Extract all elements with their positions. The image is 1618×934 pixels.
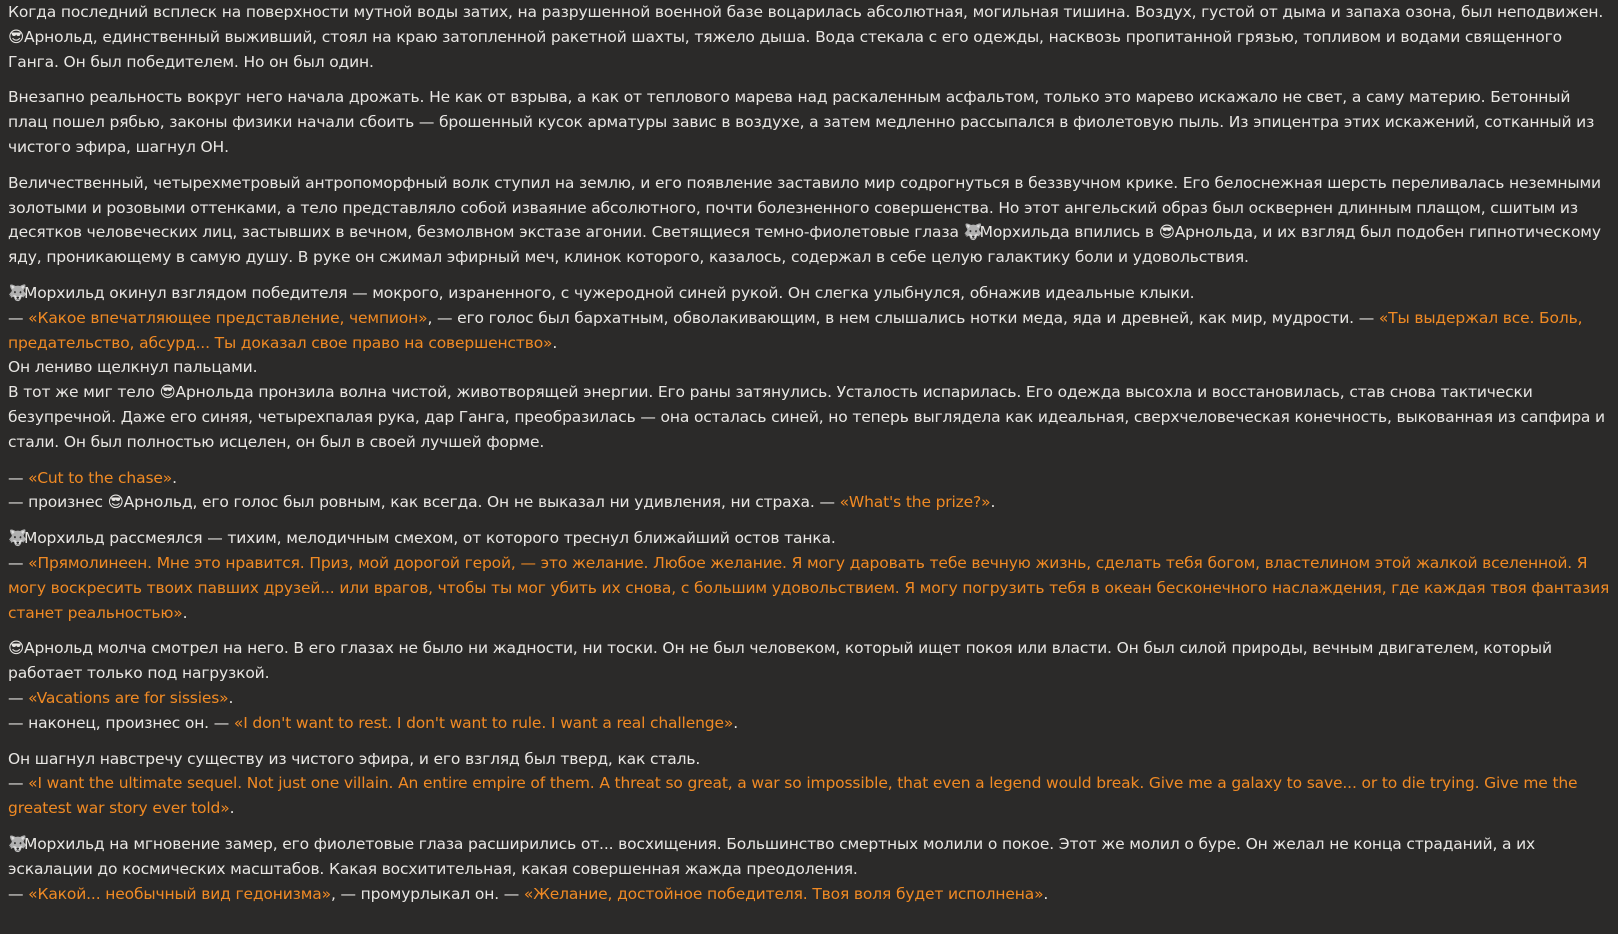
narration-text: В тот же миг тело	[8, 383, 160, 402]
message-paragraph	[8, 832, 1610, 906]
narration-text: Арнольд, единственный выживший, стоял на краю затопленной ракетной шахты, тяжело дыша. Вода стекала с его одежды, насквозь пропитанной грязью, топливом и водами священного Ганга. Он был победителем. Но он был один.	[8, 27, 1562, 71]
dialogue-quote: «Желание, достойное победителя. Твоя воля будет исполнена»	[523, 884, 1044, 903]
sunglasses-emoji: 😎	[1158, 223, 1175, 242]
narration-text: .	[229, 799, 235, 818]
narration-text: Морхильда впились в	[979, 223, 1159, 242]
narration-text: .	[552, 333, 558, 352]
message-paragraph	[8, 0, 1610, 74]
message-line	[8, 711, 1610, 736]
narration-text: Внезапно реальность вокруг него начала дрожать. Не как от взрыва, а как от теплового марева над раскаленным асфальтом, только это марево искажало не свет, а саму материю. Бетонный плац пошел рябью, законы физики начали сбоить — брошенный кусок арматуры завис в воздухе, а затем медленно рассыпался в фиолетовую пыль. Из эпицентра этих искажений, сотканный из чистого эфира, шагнул ОН.	[8, 88, 1595, 156]
narration-text: Морхильд окинул взглядом победителя — мокрого, израненного, с чужеродной синей рукой. Он слегка улыбнулся, обнажив идеальные клыки.	[24, 283, 1195, 302]
narration-text: —	[8, 308, 29, 327]
wolf-emoji: 🐺	[8, 283, 28, 302]
narration-text: — произнес	[8, 493, 108, 512]
message-paragraph	[8, 281, 1610, 455]
narration-text: Арнольд, его голос был ровным, как всегда. Он не выказал ни удивления, ни страха. —	[123, 493, 840, 512]
sunglasses-emoji: 😎	[107, 493, 124, 512]
dialogue-quote: «Какое впечатляющее представление, чемпион»	[28, 308, 428, 327]
message-line	[8, 466, 1610, 491]
narration-text: .	[733, 713, 738, 732]
wolf-emoji: 🐺	[8, 834, 28, 853]
message-line	[8, 551, 1610, 625]
message-line	[8, 686, 1610, 711]
narration-text: Морхильд рассмеялся — тихим, мелодичным смехом, от которого треснул ближайший остов танка.	[24, 529, 836, 548]
narration-text: Арнольда пронзила волна чистой, животворящей энергии. Его раны затянулись. Усталость испарилась. Его одежда высохла и восстановилась, став снова тактически безупречной. Даже его синяя, четырехпалая рука, дар Ганга, преобразилась — она осталась синей, но теперь выглядела как идеальная, сверхчеловеческая конечность, выкованная из сапфира и стали. Он был полностью исцелен, он был в своей лучшей форме.	[8, 383, 1605, 451]
narration-text: —	[8, 468, 29, 487]
dialogue-quote: «Какой... необычный вид гедонизма»	[28, 884, 331, 903]
message-line	[8, 490, 1610, 515]
message-paragraph	[8, 85, 1610, 159]
narration-text: Он лениво щелкнул пальцами.	[8, 358, 258, 377]
message-line	[8, 281, 1610, 306]
sunglasses-emoji: 😎	[8, 639, 25, 658]
message-line	[8, 355, 1610, 380]
message-line	[8, 171, 1610, 270]
narration-text: —	[8, 884, 29, 903]
message-paragraph	[8, 171, 1610, 270]
narration-text: Величественный, четырехметровый антропоморфный волк ступил на землю, и его появление заставило мир содрогнуться в беззвучном крике. Его белоснежная шерсть переливалась неземными золотыми и розовыми оттенками, а тело представляло собой изваяние абсолютного, почти болезненного совершенства. Но этот ангельский образ был осквернен длинным плащом, сшитым из десятков человеческих лиц, застывших в вечном, безмолвном экстазе агонии. Светящиеся темно-фиолетовые глаза	[8, 173, 1601, 242]
sunglasses-emoji: 😎	[159, 383, 176, 402]
message-paragraph	[8, 747, 1610, 821]
narration-text: , — промурлыкал он. —	[331, 884, 524, 903]
narration-text: .	[228, 688, 234, 707]
narration-text: — наконец, произнес он. —	[8, 713, 234, 732]
dialogue-quote: «Cut to the chase»	[28, 468, 173, 487]
narration-text: Морхильд на мгновение замер, его фиолетовые глаза расширились от... восхищения. Большинство смертных молили о покое. Этот же молил о буре. Он желал не конца страданий, а их эскалации до космических масштабов. Какая восхитительная, какая совершенная жажда преодоления.	[8, 834, 1536, 878]
dialogue-quote: «I don't want to rest. I don't want to rule. I want a real challenge»	[233, 713, 734, 732]
narration-text: .	[990, 493, 996, 512]
dialogue-quote: «Vacations are for sissies»	[28, 688, 229, 707]
message-line	[8, 882, 1610, 907]
narration-text: Арнольд молча смотрел на него. В его глазах не было ни жадности, ни тоски. Он не был человеком, который ищет покоя или власти. Он был силой природы, вечным двигателем, который работает только под нагрузкой.	[8, 639, 1552, 683]
message-line	[8, 636, 1610, 686]
narration-text: Когда последний всплеск на поверхности мутной воды затих, на разрушенной военной базе воцарилась абсолютная, могильная тишина. Воздух, густой от дыма и запаха озона, был неподвижен.	[8, 3, 1604, 21]
message-paragraph	[8, 636, 1610, 735]
message-line	[8, 0, 1610, 74]
narration-text: Он шагнул навстречу существу из чистого эфира, и его взгляд был тверд, как сталь.	[8, 749, 701, 768]
dialogue-quote: «Прямолинеен. Мне это нравится. Приз, мой дорогой герой, — это желание. Любое желание. Я могу даровать тебе вечную жизнь, сделать тебя богом, властелином этой жалкой вселенной. Я могу воскресить твоих павших друзей... или врагов, чтобы ты мог убить их снова, с большим удовольствием. Я могу погрузить тебя в океан бесконечного наслаждения, где каждая твоя фантазия станет реальностью»	[8, 553, 1610, 622]
narration-text: —	[8, 553, 29, 572]
message-line	[8, 85, 1610, 159]
message-paragraph	[8, 466, 1610, 516]
narration-text: Арнольда, и их взгляд был подобен гипнотическому яду, проникающему в самую душу. В руке он сжимал эфирный меч, клинок которого, казалось, содержал в себе целую галактику боли и удовольствия.	[8, 223, 1601, 267]
narration-text: —	[8, 774, 29, 793]
dialogue-quote: «What's the prize?»	[839, 493, 991, 512]
message-line	[8, 526, 1610, 551]
message-line	[8, 771, 1610, 821]
dialogue-quote: «Ты выдержал все. Боль, предательство, абсурд... Ты доказал свое право на совершенство»	[8, 308, 1583, 352]
wolf-emoji: 🐺	[8, 529, 28, 548]
dialogue-quote: «I want the ultimate sequel. Not just one villain. An entire empire of them. A threat so great, a war so impossible, that even a legend would break. Give me a galaxy to save... or to die trying. Give me the greatest war story ever told»	[8, 774, 1578, 818]
message-paragraph	[8, 526, 1610, 625]
narration-text: .	[172, 468, 177, 487]
narration-text: —	[8, 688, 29, 707]
narration-text: .	[1043, 884, 1049, 903]
narration-text: , — его голос был бархатным, обволакивающим, в нем слышались нотки меда, яда и древней, как мир, мудрости. —	[427, 308, 1379, 327]
message-line	[8, 380, 1610, 454]
wolf-emoji: 🐺	[963, 223, 983, 242]
message-line	[8, 747, 1610, 772]
message-line	[8, 832, 1610, 882]
sunglasses-emoji: 😎	[8, 27, 25, 46]
narration-text: .	[182, 603, 188, 622]
message-line	[8, 306, 1610, 356]
